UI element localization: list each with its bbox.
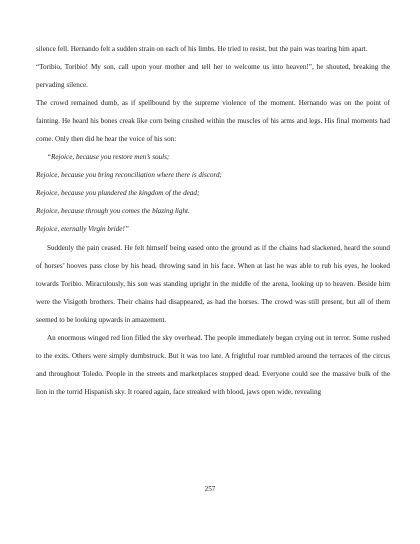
- body-text: [36, 40, 390, 401]
- paragraph-dialogue: “Toribio, Toribio! My son, call upon your mother and tell her to welcome us into heaven!”, he shouted, breaking the pervading silence.: [36, 63, 390, 90]
- paragraph-continuation: silence fell. Hernando felt a sudden strain on each of his limbs. He tried to resist, but the pain was tearing him apart.: [36, 45, 368, 53]
- paragraph-pain-ceased: Suddenly the pain ceased. He felt himself being eased onto the ground as if the chains had slackened, heard the sound of horses’ hooves pass close by his head, throwing sand in his face. When at last he was able to rub his eyes, he looked towards Toribio. Miraculously, his son was standing upright in the middle of the arena, looking up to heaven. Beside him were the Visigoth brothers. Their chains had disappeared, as had the horses. The crowd was still present, but all of them seemed to be looking upwards in amazement.: [36, 243, 390, 324]
- verse-line-3: Rejoice, because you plundered the kingdom of the dead;: [36, 189, 200, 198]
- paragraph-winged-lion: An enormous winged red lion filled the sky overhead. The people immediately began crying out in terror. Some rushed to the exits. Others were simply dumbstruck. But it was too late. A frightful roar rumbled around the terraces of the circus and throughout Toledo. People in the streets and marketplaces stopped dead. Everyone could see the massive bulk of the lion in the torrid Hispanish sky. It roared again, face streaked with blood, jaws open wide, revealing: [36, 333, 390, 396]
- verse-line-4: Rejoice, because through you comes the blazing light.: [36, 207, 190, 216]
- page-number: 257: [204, 485, 216, 493]
- paragraph-crowd: The crowd remained dumb, as if spellbound by the supreme violence of the moment. Hernando was on the point of fainting. He heard his bones creak like corn being crushed within the muscles of his arms and legs. His final moments had come. Only then did he hear the voice of his son:: [36, 99, 390, 144]
- verse-line-2: Rejoice, because you bring reconciliation where there is discord;: [36, 171, 222, 180]
- verse-line-1: “Rejoice, because you restore men’s souls;: [47, 153, 170, 162]
- verse-line-5: Rejoice, eternally Virgin bride!”: [36, 225, 129, 234]
